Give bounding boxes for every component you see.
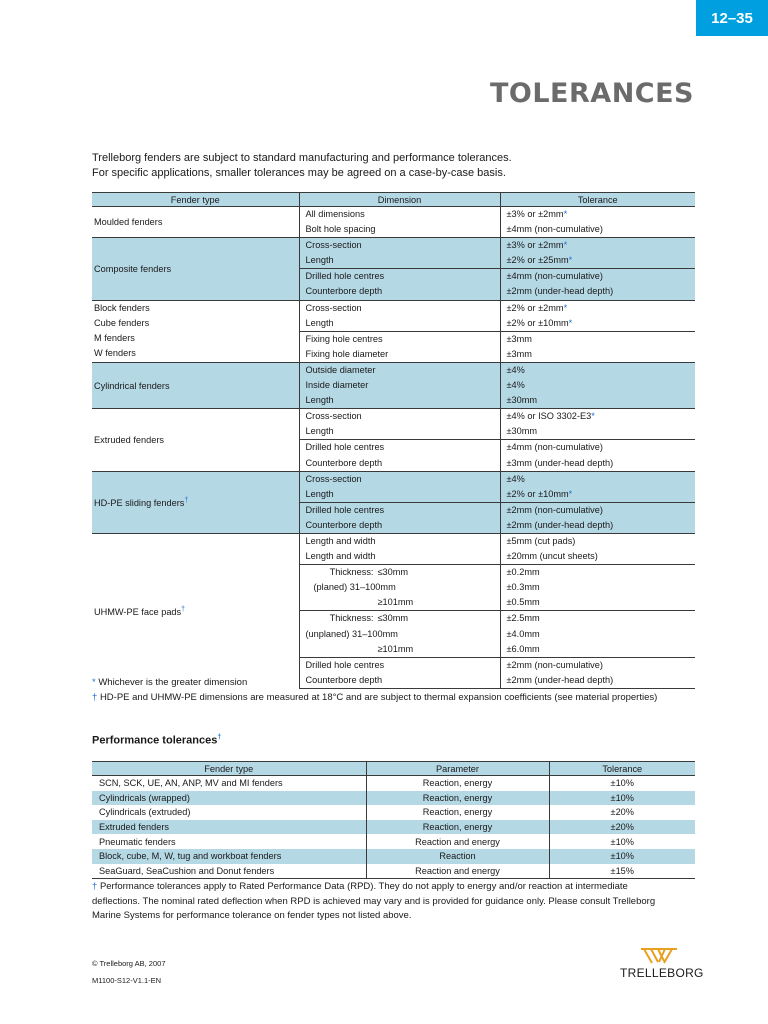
dimension-cell: Cross-section Length: [299, 471, 500, 502]
tolerance-cell: ±0.2mm ±0.3mm ±0.5mm: [500, 565, 695, 611]
table-header-row: [92, 193, 695, 207]
table-row: [92, 238, 695, 269]
dimension-cell: Cross-section Length: [299, 300, 500, 331]
column-header: Fender type: [92, 193, 299, 207]
tolerance-cell: ±4% ±2% or ±10mm*: [500, 471, 695, 502]
table-row: [92, 362, 695, 408]
dimension-cell: Fixing hole centres Fixing hole diameter: [299, 331, 500, 362]
table-header-row: [92, 762, 695, 776]
fender-type-cell: Composite fenders: [92, 238, 299, 300]
tolerance-cell: ±3mm ±3mm: [500, 331, 695, 362]
copyright-block: [92, 955, 166, 989]
footnote-star: * Whichever is the greater dimension: [92, 677, 248, 688]
dimension-cell: Drilled hole centres Counterbore depth: [299, 657, 500, 688]
dimension-cell: Thickness: ≤30mm (unplaned) 31–100mm ≥101mm: [299, 611, 500, 657]
fender-type-cell: Block fenders Cube fenders M fenders W fenders: [92, 300, 299, 362]
table-row: Cylindricals (extruded) Reaction, energy ±20%: [92, 805, 695, 820]
trelleborg-logo-icon: [639, 947, 679, 965]
dimension-cell: Length and width Length and width: [299, 533, 500, 564]
copyright-text: © Trelleborg AB, 2007: [92, 959, 166, 968]
tolerance-cell: ±2mm (non-cumulative) ±2mm (under-head depth): [500, 502, 695, 533]
table-row: [92, 533, 695, 564]
intro-line: Trelleborg fenders are subject to standard manufacturing and performance tolerances.: [92, 152, 512, 164]
fender-type-cell: Extruded fenders: [92, 409, 299, 471]
intro-text: [92, 151, 692, 181]
tolerance-table: [92, 192, 695, 689]
column-header: Dimension: [299, 193, 500, 207]
table-row: [92, 471, 695, 502]
table-row: [92, 300, 695, 331]
table-row: Cylindricals (wrapped) Reaction, energy ±10%: [92, 791, 695, 806]
tolerance-cell: ±3% or ±2mm* ±4mm (non-cumulative): [500, 207, 695, 238]
column-header: Parameter: [366, 762, 549, 776]
dimension-cell: Drilled hole centres Counterbore depth: [299, 269, 500, 300]
table-row: SeaGuard, SeaCushion and Donut fenders Reaction and energy ±15%: [92, 864, 695, 879]
page-title: TOLERANCES: [489, 78, 694, 109]
dimension-cell: Outside diameter Inside diameter Length: [299, 362, 500, 408]
dimension-cell: Drilled hole centres Counterbore depth: [299, 440, 500, 471]
tolerance-cell: ±5mm (cut pads) ±20mm (uncut sheets): [500, 533, 695, 564]
table-row: Extruded fenders Reaction, energy ±20%: [92, 820, 695, 835]
fender-type-cell: Cylindrical fenders: [92, 362, 299, 408]
tolerance-cell: ±2mm (non-cumulative) ±2mm (under-head depth): [500, 657, 695, 688]
performance-heading: Performance tolerances†: [92, 734, 222, 747]
fender-type-cell: Moulded fenders: [92, 207, 299, 238]
table-row: Block, cube, M, W, tug and workboat fenders Reaction ±10%: [92, 849, 695, 864]
tolerance-cell: ±2% or ±2mm* ±2% or ±10mm*: [500, 300, 695, 331]
document-code: M1100-S12-V1.1-EN: [92, 976, 162, 985]
tolerance-cell: ±4mm (non-cumulative) ±2mm (under-head depth): [500, 269, 695, 300]
tolerance-cell: ±4% ±4% ±30mm: [500, 362, 695, 408]
dimension-cell: Cross-section Length: [299, 238, 500, 269]
column-header: Fender type: [92, 762, 366, 776]
logo-wordmark: TRELLEBORG: [620, 966, 704, 980]
page-number-tab: 12–35: [696, 0, 768, 36]
fender-type-cell: HD-PE sliding fenders†: [92, 471, 299, 533]
tolerance-cell: ±3% or ±2mm* ±2% or ±25mm*: [500, 238, 695, 269]
table-row: Pneumatic fenders Reaction and energy ±10%: [92, 834, 695, 849]
table-row: [92, 409, 695, 440]
dimension-cell: Drilled hole centres Counterbore depth: [299, 502, 500, 533]
dimension-cell: All dimensions Bolt hole spacing: [299, 207, 500, 238]
column-header: Tolerance: [549, 762, 695, 776]
column-header: Tolerance: [500, 193, 695, 207]
table-row: SCN, SCK, UE, AN, ANP, MV and MI fenders Reaction, energy ±10%: [92, 776, 695, 791]
tolerance-cell: ±4% or ISO 3302-E3* ±30mm: [500, 409, 695, 440]
tolerance-cell: ±2.5mm ±4.0mm ±6.0mm: [500, 611, 695, 657]
performance-table: [92, 761, 695, 879]
intro-line: For specific applications, smaller tolerances may be agreed on a case-by-case basis.: [92, 167, 506, 179]
table-row: [92, 207, 695, 238]
dimension-cell: Thickness: ≤30mm (planed) 31–100mm ≥101mm: [299, 565, 500, 611]
tolerance-cell: ±4mm (non-cumulative) ±3mm (under-head depth): [500, 440, 695, 471]
footnote-dagger: † HD-PE and UHMW-PE dimensions are measured at 18°C and are subject to thermal expansion coefficients (see material properties): [92, 692, 658, 703]
trelleborg-logo: [620, 947, 704, 980]
dimension-cell: Cross-section Length: [299, 409, 500, 440]
fender-type-cell: UHMW-PE face pads†: [92, 533, 299, 688]
performance-footnote: † Performance tolerances apply to Rated Performance Data (RPD). They do not apply to energy and/or reaction at intermediate deflections. The nominal rated deflection when RPD is achieved may vary and is provided for guidance only. Please consult Trelleborg Marine Systems for performance tolerance on fender types not listed above.: [92, 881, 656, 921]
